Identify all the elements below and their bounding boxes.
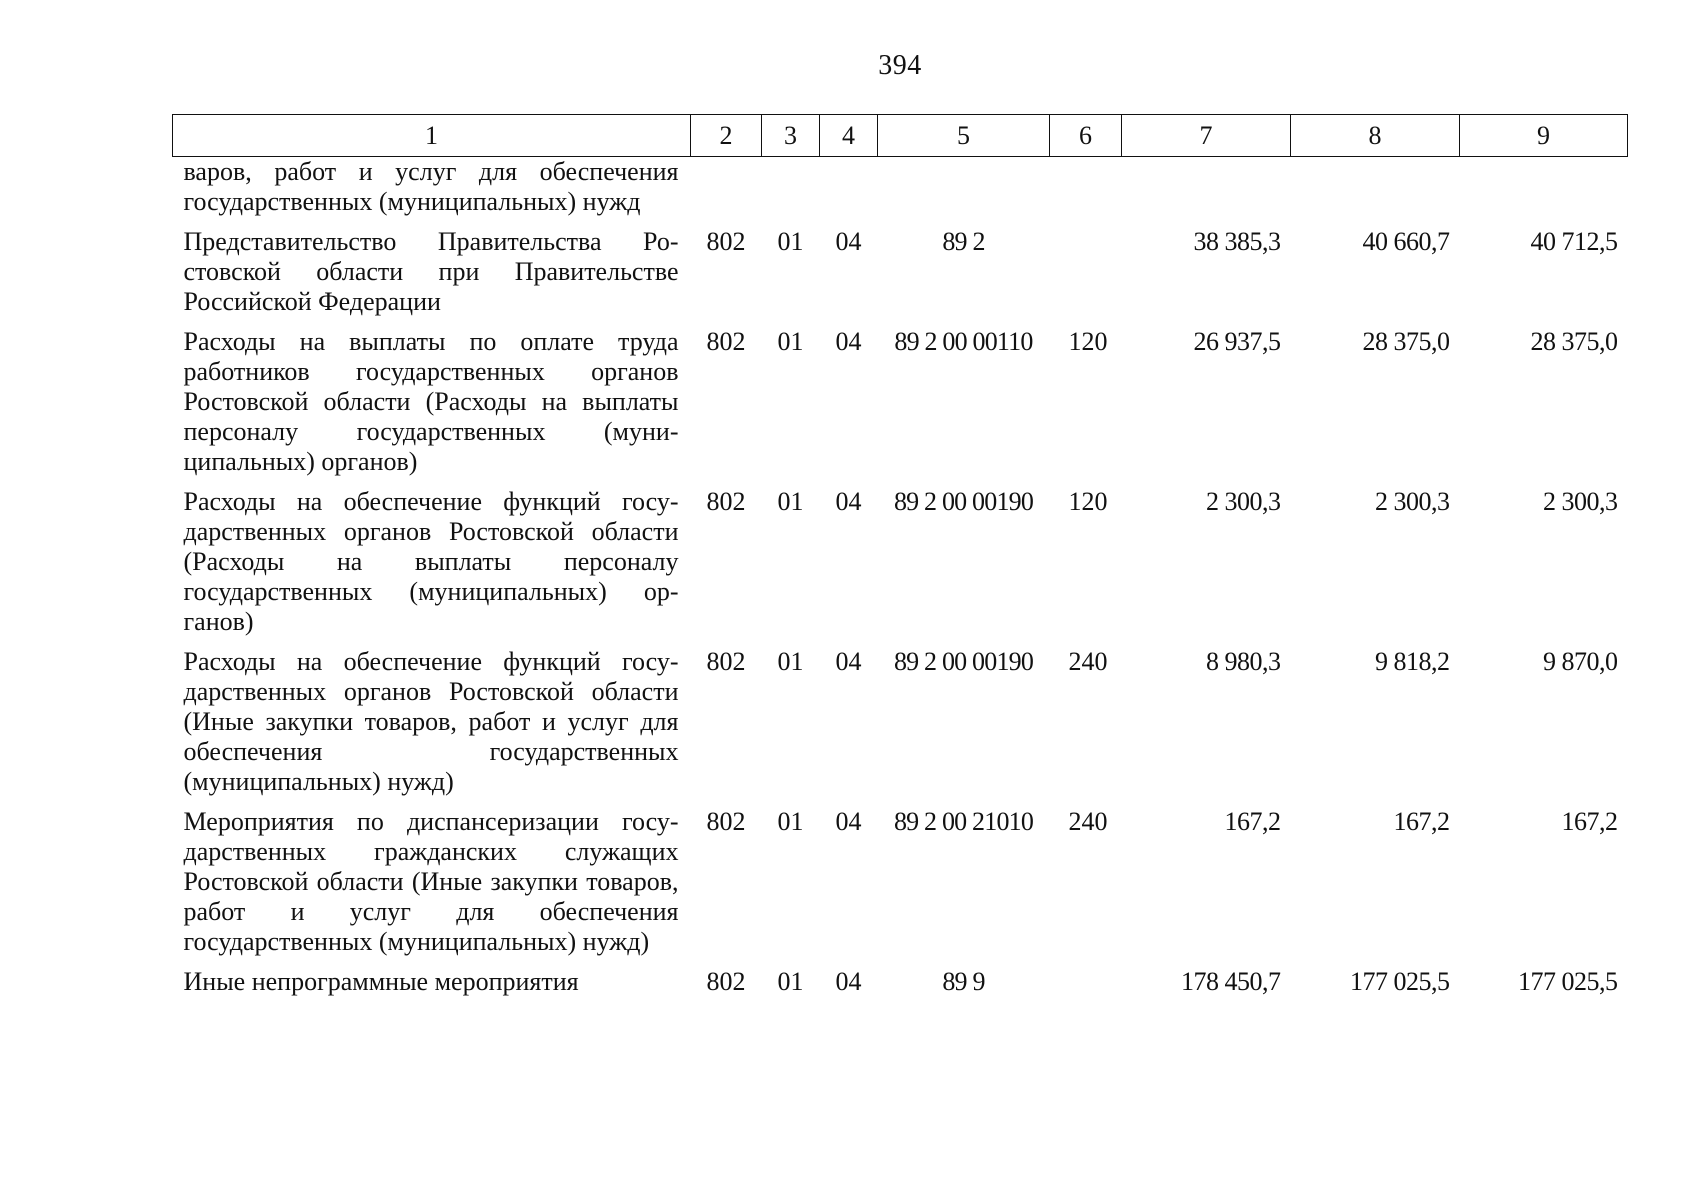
table-row [173, 157, 1628, 228]
cell-expense-type: 240 [1068, 807, 1108, 836]
column-header: 7 [1122, 115, 1291, 157]
cell-subsection: 04 [835, 327, 862, 356]
cell-target-code [878, 157, 1050, 228]
column-header: 6 [1050, 115, 1122, 157]
cell-section: 01 [777, 327, 804, 356]
cell-amount-col9: 177 025,5 [1518, 967, 1618, 996]
cell-amount-col7: 38 385,3 [1193, 227, 1281, 256]
table-row [173, 807, 1628, 967]
cell-amount-col7: 26 937,5 [1193, 327, 1281, 356]
cell-ministry-code: 802 [706, 647, 746, 676]
cell-subsection [820, 157, 878, 228]
cell-expense-type [1050, 227, 1122, 327]
cell-ministry-code: 802 [706, 327, 746, 356]
row-name: варов, работ и услуг для обеспечения государственных (муниципальных) нужд [183, 157, 679, 216]
row-name: Расходы на обеспечение функций государственных органов Ростовской области (Расходы на выплаты персоналу государственных (муниципальных) органов) [183, 487, 679, 636]
row-name: Иные непрограммные мероприятия [183, 967, 579, 996]
cell-target-code: 89 9 [942, 967, 985, 996]
cell-amount-col8 [1291, 157, 1460, 228]
cell-target-code: 89 2 [942, 227, 985, 256]
cell-amount-col8: 9 818,2 [1375, 647, 1450, 676]
table-row [173, 967, 1628, 1007]
cell-ministry-code: 802 [706, 487, 746, 516]
column-header: 9 [1460, 115, 1628, 157]
cell-subsection: 04 [835, 967, 862, 996]
cell-amount-col7 [1122, 157, 1291, 228]
cell-ministry-code: 802 [706, 227, 746, 256]
cell-amount-col8: 2 300,3 [1375, 487, 1450, 516]
column-header: 4 [820, 115, 878, 157]
column-header: 3 [762, 115, 820, 157]
column-header: 8 [1291, 115, 1460, 157]
cell-subsection: 04 [835, 647, 862, 676]
cell-amount-col9 [1460, 157, 1628, 228]
row-name: Представительство Правительства Ростовской области при Правительстве Российской Федерации [183, 227, 679, 316]
cell-section: 01 [777, 647, 804, 676]
cell-target-code: 89 2 00 00190 [893, 487, 1034, 516]
cell-target-code: 89 2 00 00110 [894, 327, 1033, 356]
cell-target-code: 89 2 00 00190 [893, 647, 1034, 676]
cell-amount-col8: 167,2 [1393, 807, 1450, 836]
cell-section: 01 [777, 487, 804, 516]
cell-amount-col8: 28 375,0 [1362, 327, 1450, 356]
table-row [173, 487, 1628, 647]
cell-expense-type [1050, 157, 1122, 228]
cell-section: 01 [777, 967, 804, 996]
table-row [173, 327, 1628, 487]
cell-amount-col9: 9 870,0 [1543, 647, 1618, 676]
cell-subsection: 04 [835, 487, 862, 516]
cell-subsection: 04 [835, 807, 862, 836]
column-header: 5 [878, 115, 1050, 157]
budget-table [172, 114, 1628, 1007]
page-number: 394 [878, 50, 922, 81]
cell-expense-type: 120 [1068, 487, 1108, 516]
cell-amount-col7: 2 300,3 [1206, 487, 1281, 516]
cell-amount-col8: 40 660,7 [1362, 227, 1450, 256]
cell-section: 01 [777, 807, 804, 836]
row-name: Расходы на выплаты по оплате труда работников государственных органов Ростовской области (Расходы на выплаты персоналу государственных (муниципальных) органов) [183, 327, 679, 476]
table-row [173, 227, 1628, 327]
cell-ministry-code [691, 157, 762, 228]
column-header: 1 [173, 115, 691, 157]
cell-ministry-code: 802 [706, 807, 746, 836]
cell-expense-type: 120 [1068, 327, 1108, 356]
cell-amount-col9: 28 375,0 [1530, 327, 1618, 356]
cell-section: 01 [777, 227, 804, 256]
cell-section [762, 157, 820, 228]
cell-expense-type: 240 [1068, 647, 1108, 676]
cell-target-code: 89 2 00 21010 [893, 807, 1034, 836]
cell-amount-col7: 167,2 [1224, 807, 1281, 836]
row-name: Расходы на обеспечение функций государственных органов Ростовской области (Иные закупки товаров, работ и услуг для обеспечения государственных (муниципальных) нужд) [183, 647, 679, 796]
cell-ministry-code: 802 [706, 967, 746, 996]
cell-amount-col9: 2 300,3 [1543, 487, 1618, 516]
cell-amount-col9: 167,2 [1561, 807, 1618, 836]
cell-subsection: 04 [835, 227, 862, 256]
table-row [173, 647, 1628, 807]
cell-amount-col7: 178 450,7 [1181, 967, 1281, 996]
column-header: 2 [691, 115, 762, 157]
cell-expense-type [1050, 967, 1122, 1007]
table-header-row [173, 115, 1628, 157]
cell-amount-col7: 8 980,3 [1206, 647, 1281, 676]
cell-amount-col9: 40 712,5 [1530, 227, 1618, 256]
cell-amount-col8: 177 025,5 [1350, 967, 1450, 996]
row-name: Мероприятия по диспансеризации государственных гражданских служащих Ростовской области (Иные закупки товаров, работ и услуг для обеспечения государственных (муниципальных) нужд) [183, 807, 679, 956]
